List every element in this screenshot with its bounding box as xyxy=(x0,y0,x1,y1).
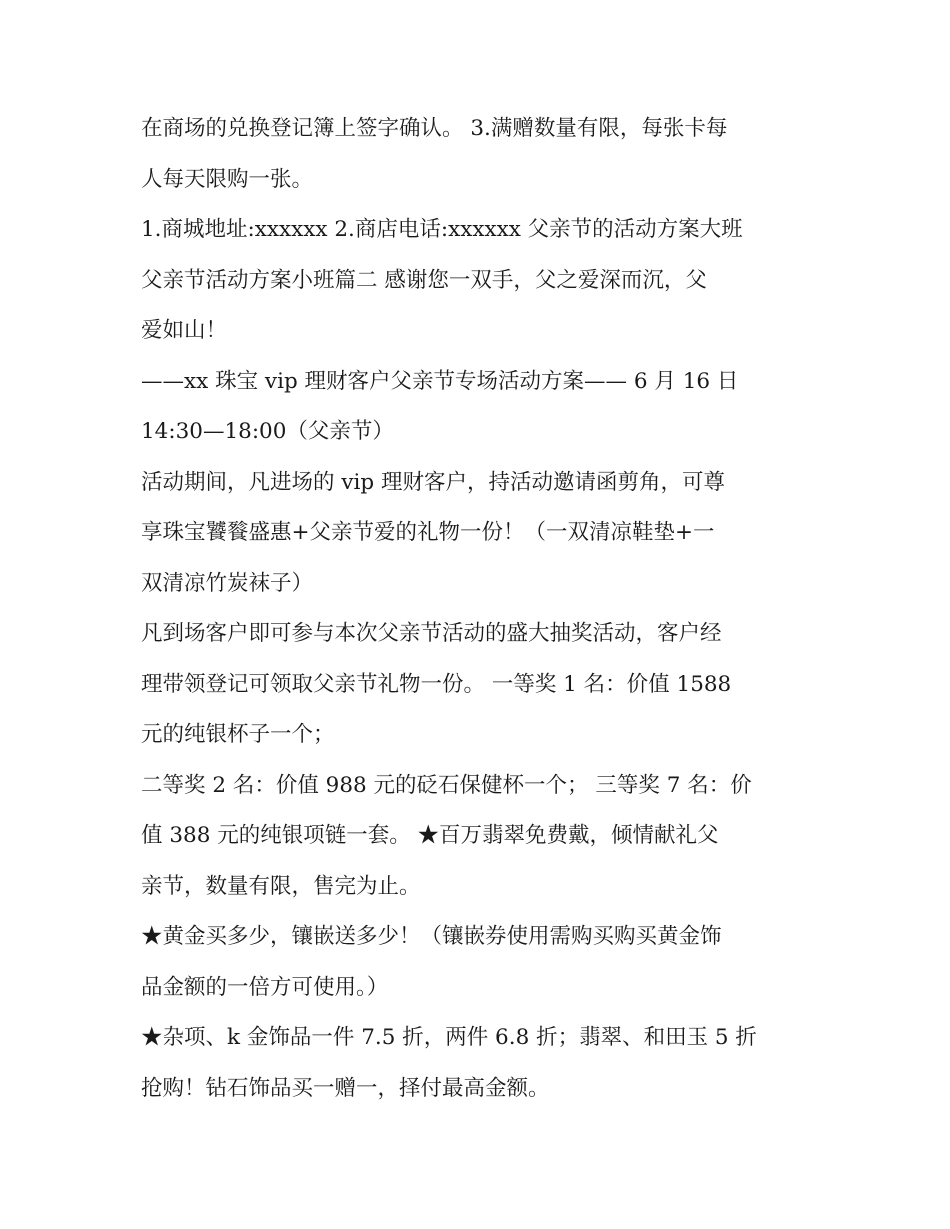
text-line: 二等奖 2 名：价值 988 元的砭石保健杯一个； 三等奖 7 名：价 xyxy=(141,772,752,798)
text-line: 1.商城地址:xxxxxx 2.商店电话:xxxxxx 父亲节的活动方案大班 xyxy=(141,217,743,242)
text-line: 双清凉竹炭袜子） xyxy=(141,570,314,596)
document-body xyxy=(141,104,821,1114)
text-line: 人每天限购一张。 xyxy=(141,166,314,192)
text-line: 理带领登记可领取父亲节礼物一份。 一等奖 1 名：价值 1588 xyxy=(141,671,732,697)
text-line: 元的纯银杯子一个； xyxy=(141,722,335,747)
text-line: 活动期间，凡进场的 vip 理财客户，持活动邀请函剪角，可尊 xyxy=(141,469,725,495)
text-line: 亲节，数量有限，售完为止。 xyxy=(141,873,421,899)
text-line: 在商场的兑换登记簿上签字确认。 3.满赠数量有限，每张卡每 xyxy=(141,116,728,141)
text-line: 爱如山！ xyxy=(141,318,228,343)
text-line: ——xx 珠宝 vip 理财客户父亲节专场活动方案—— 6 月 16 日 xyxy=(141,368,739,394)
text-line: 享珠宝饕餮盛惠+父亲节爱的礼物一份！（一双清凉鞋垫+一 xyxy=(141,520,715,545)
text-line: 抢购！钻石饰品买一赠一，择付最高金额。 xyxy=(141,1075,550,1101)
text-line: 14:30—18:00（父亲节） xyxy=(141,419,394,444)
text-line: 凡到场客户即可参与本次父亲节活动的盛大抽奖活动，客户经 xyxy=(141,621,722,646)
text-line: 值 388 元的纯银项链一套。 ★百万翡翠免费戴，倾情献礼父 xyxy=(141,823,719,848)
text-line: 父亲节活动方案小班篇二 感谢您一双手，父之爱深而沉，父 xyxy=(141,267,707,293)
text-line: ★黄金买多少，镶嵌送多少！（镶嵌券使用需购买购买黄金饰 xyxy=(141,924,722,949)
text-line: 品金额的一倍方可使用。） xyxy=(141,974,389,1000)
text-line: ★杂项、k 金饰品一件 7.5 折，两件 6.8 折；翡翠、和田玉 5 折 xyxy=(141,1025,757,1050)
